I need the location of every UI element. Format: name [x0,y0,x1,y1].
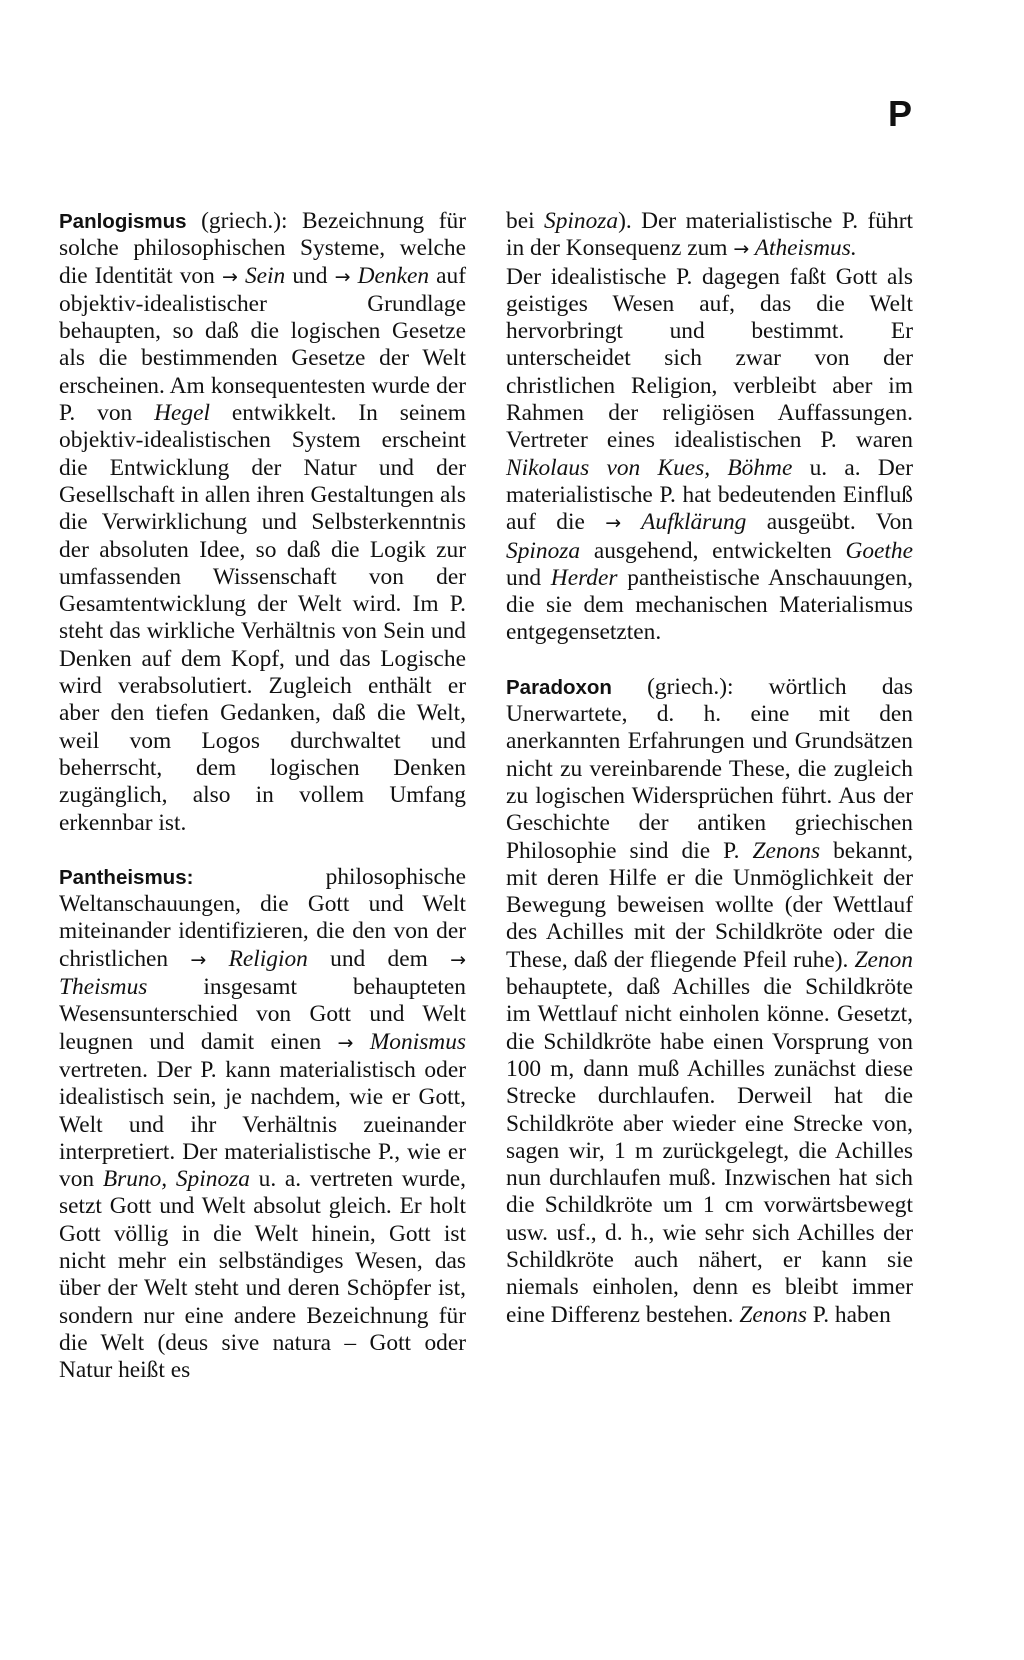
entry-text: pantheistische Anschauungen, die sie dem mechanischen Materialismus entgegensetzten. [506,564,913,646]
entry-text: P. haben [806,1301,891,1328]
entry-text: ausgehend, entwickelten [580,537,846,564]
cross-reference-arrow-icon: → [190,948,207,971]
entry-text: u. a. Der materialistische P. hat bedeutenden Einfluß auf die [506,454,913,536]
person-name-herder: Herder [550,564,618,591]
headword-panlogismus: Panlogismus [59,210,187,233]
cross-reference-arrow-icon: → [605,512,622,535]
cross-reference-denken[interactable]: Denken [350,262,430,289]
person-name-hegel: Hegel [154,400,210,427]
entry-text: bekannt, mit deren Hilfe er die Unmöglichkeit der Bewegung beweisen wollte (der Wettlauf des Achilles mit der Schildkröte oder die These, daß der fliegende Pfeil ruhe). [506,837,913,973]
entry-text: Der idealistische P. dagegen faßt Gott als geistiges Wesen auf, das die Welt hervorbringt und bestimmt. Er unterscheidet sich zwar von der christlichen Religion, verbleibt aber im Rahmen der religiösen Auffassungen. Vertreter eines idealistischen P. waren [506,263,913,454]
left-column [59,208,466,1384]
person-name-zenons: Zenons [752,837,821,864]
person-name-goethe: Goethe [845,537,913,564]
entry-text: (griech.): Bezeichnung für solche philosophischen Systeme, welche die Identität von [59,208,466,289]
entry-text: und [506,564,551,591]
cross-reference-arrow-icon: → [733,238,750,261]
cross-reference-arrow-icon: → [450,948,467,971]
cross-reference-arrow-icon: → [221,265,238,288]
cross-reference-atheismus[interactable]: Atheismus. [749,235,857,262]
person-name-spinoza: Spinoza [544,208,619,234]
entry-text: ausgeübt. Von [746,509,913,536]
entry-text: behauptete, daß Achilles die Schildkröte im Wettlauf nicht einholen könne. Gesetzt, die Schildkröte habe einen Vorsprung von 100 m, dann muß Achilles zunächst diese Strecke durchlaufen. Derweil hat die Schildkröte aber wieder eine Strecke von, sagen wir, 1 m zurückgelegt, die Achilles nun durchlaufen muß. Inzwischen hat sich die Schildkröte um 1 cm vorwärtsbewegt usw. usf., d. h., wie sehr sich Achilles der Schildkröte auch nähert, er kann sie niemals einholen, denn es bleibt immer eine Differenz bestehen. [506,974,913,1328]
cross-reference-theismus[interactable]: Theismus [59,974,148,1001]
entry-text: entwikkelt. In seinem objektiv-idealistischen System erscheint die Entwicklung der Natur und der Gesellschaft in allen ihren Gestaltungen als die Verwirklichung und Selbsterkenntnis der absoluten Idee, so daß die Logik zur umfassenden Wissenschaft von der Gesamtentwicklung der Welt wird. Im P. steht das wirkliche Verhältnis von Sein und Denken auf dem Kopf, und das Logische wird verabsolutiert. Zugleich enthält er aber den tiefen Gedanken, daß die Welt, weil vom Logos durchwaltet und beherrscht, dem logischen Denken zugänglich, also in vollem Umfang erkennbar ist. [59,400,466,836]
cross-reference-sein[interactable]: Sein [237,262,286,289]
headword-pantheismus: Pantheismus: [59,865,194,889]
entry-text: bei [506,208,544,234]
entry-text: philosophische Weltanschauungen, die Gott und Welt miteinander identifizieren, die den von der christlichen [59,863,466,972]
entry-paradoxon [506,674,913,1329]
cross-reference-aufklaerung[interactable]: Aufklärung [621,509,747,536]
section-letter: P [888,93,913,134]
headword-paradoxon: Paradoxon [506,675,612,699]
entry-text: (griech.): wörtlich das Unerwartete, d. h. eine mit den anerkannten Erfahrungen und Grundsätzen nicht zu vereinbarende These, die zugleich zu logischen Widersprüchen führt. Aus der Geschichte der antiken griechischen Philosophie sind die P. [506,673,913,864]
person-names-bruno-spinoza: Bruno, Spinoza [102,1166,250,1193]
entry-text: auf objektiv-idealistischer Grundlage behaupten, so daß die logischen Gesetze als die bestimmenden Gesetze der Welt erscheinen. Am konsequentesten wurde der P. von [59,262,467,427]
entry-text: vertreten. Der P. kann materialistisch oder idealistisch sein, je nachdem, wie er Gott, Welt und ihr Verhältnis zueinander interpretiert. Der materialistische P., wie er von [59,1056,466,1193]
entry-text: ). Der materialistische P. führt in der Konsequenz zum [506,208,913,262]
entry-pantheismus-continued [506,208,913,264]
cross-reference-arrow-icon: → [337,1031,354,1054]
person-names-nikolaus-boehme: Nikolaus von Kues, Böhme [506,454,793,481]
entry-pantheismus-paragraph-2 [506,264,913,647]
person-name-spinoza: Spinoza [506,537,581,564]
entry-pantheismus [59,864,466,1385]
entry-text: insgesamt behaupteten Wesensunterschied von Gott und Welt leugnen und damit einen [59,974,466,1055]
entry-text: u. a. vertreten wurde, setzt Gott und Welt absolut gleich. Er holt Gott völlig in die Welt hinein, Gott ist nicht mehr ein selbständiges Wesen, das über der Welt steht und deren Schöpfer ist, sondern nur eine andere Bezeichnung für die Welt (deus sive natura – Gott oder Natur heißt es [59,1166,467,1384]
right-column [506,208,913,1329]
person-name-zenons: Zenons [739,1301,807,1328]
entry-text: und [285,262,335,289]
cross-reference-religion[interactable]: Religion [206,945,308,972]
cross-reference-monismus[interactable]: Monismus [353,1028,466,1055]
entry-text: und dem [307,945,451,972]
cross-reference-arrow-icon: → [334,265,351,288]
person-name-zenon: Zenon [854,946,913,973]
entry-panlogismus [59,208,466,837]
